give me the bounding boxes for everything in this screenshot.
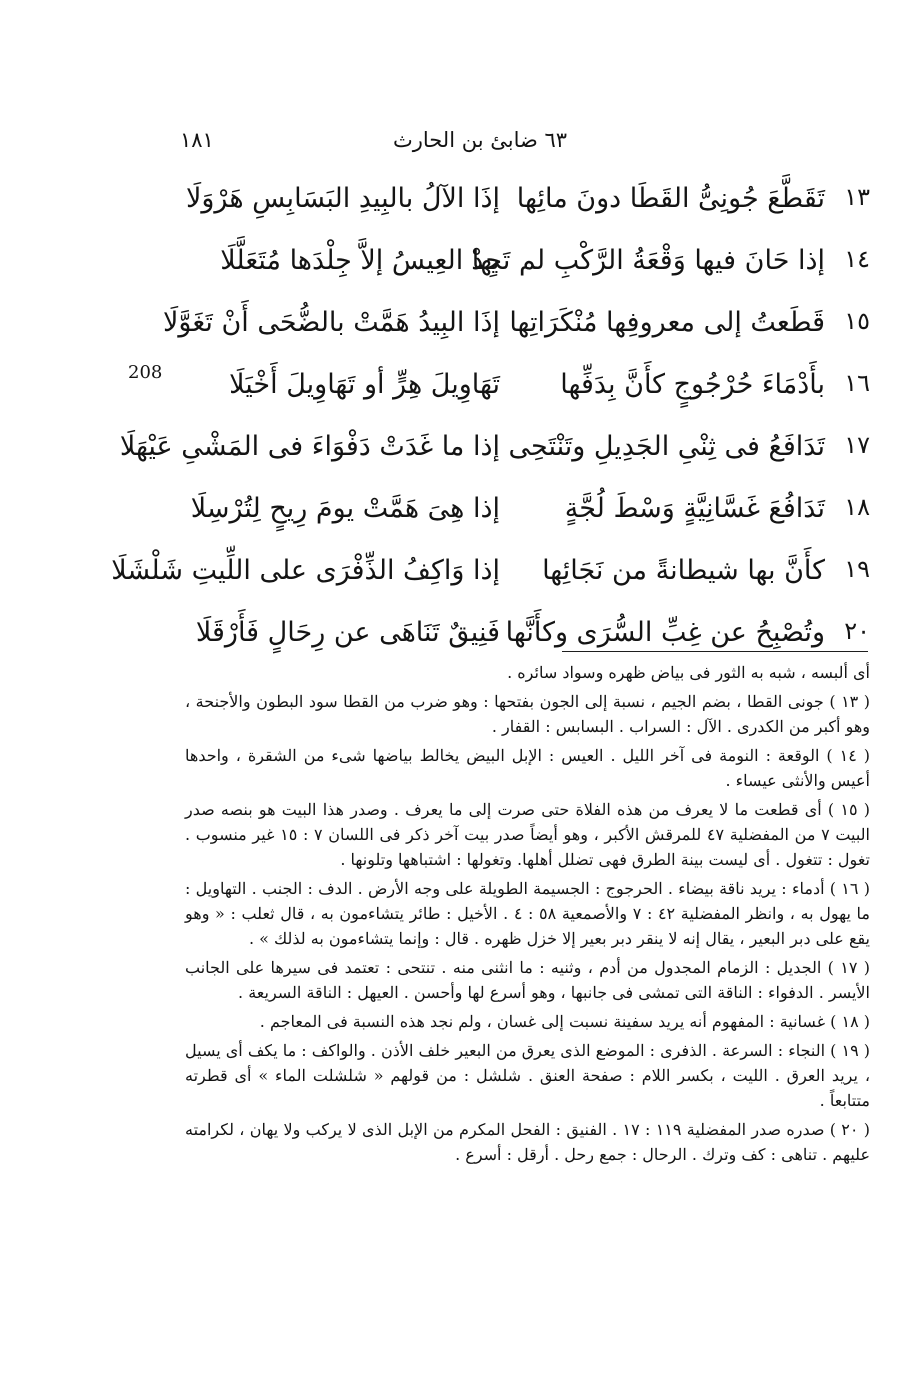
first-hemistich: بأَدْمَاءَ حُرْجُوجٍ كأَنَّ بِدَفِّها [560,369,825,400]
footnotes [185,660,870,1171]
footnote: ( ١٨ ) غسانية : المفهوم أنه يريد سفينة نسبت إلى غسان ، ولم نجد هذه النسبة فى المعاجم . [259,1012,870,1031]
verse [190,237,870,299]
margin-reference-number: 208 [128,362,163,383]
verse-number: ١٥ [844,307,870,335]
footnote: ( ١٦ ) أدماء : يريد ناقة بيضاء . الحرجوج : الجسيمة الطويلة على وجه الأرض . الدف : الجنب . التهاويل : ما يهول به ، وانظر المفضلية ٤٢ : ٧ والأصمعية ٥٨ : ٤ . الأخيل : طائر يتشاءمون به ، قال ثعلب : « وهو يقع على دبر البعير ، يقال إنه لا ينقر دبر بعير إلا خزل ظهره . قال : وإنما يتشاءمون به لذلك » . [185,879,871,948]
second-hemistich: إذَا البِيدُ هَمَّتْ بالضُّحَى أَنْ تَغَوَّلَا [162,307,500,338]
first-hemistich: تَدَافُعَ غَسَّانِيَّةٍ وَسْطَ لُجَّةٍ [564,493,825,524]
footnote: ( ١٣ ) جونى القطا ، بضم الجيم ، نسبة إلى الجون بفتحها : وهو ضرب من القطا سود البطون والأجنحة ، وهو أكبر من الكدرى . الآل : السراب . البسابس : القفار . [185,692,871,736]
footnote: أى ألبسه ، شبه به الثور فى بياض ظهره وسواد سائره . [507,663,870,682]
header-title: ٦٣ ضابئ بن الحارث [392,128,568,152]
first-hemistich: قَطَعتُ إلى معروفِها مُنْكَرَاتِها [509,307,825,338]
first-hemistich: وتُصْبِحُ عن غِبِّ السُّرَى وكأَنَّها [505,617,825,648]
second-hemistich: تَهَاوِيلَ هِرٍّ أو تَهَاوِيلَ أَخْيَلَا [229,369,500,400]
verse [111,547,870,609]
second-hemistich: بها العِيسُ إلاَّ جِلْدَها مُتَعَلَّلَا [220,245,500,276]
verse [190,361,870,423]
page-number: ١٨١ [180,128,214,152]
first-hemistich: تَدَافَعُ فى ثِنْىِ الجَدِيلِ وتَنْتَحِى [508,431,825,462]
footnote: ( ١٥ ) أى قطعت ما لا يعرف من هذه الفلاة حتى صرت إلى ما يعرف . وصدر هذا البيت هو بنصه صدر البيت ٧ من المفضلية ٤٧ للمرقش الأكبر ، وهو أيضاً صدر بيت آخر ذكر فى اللسان ٧ : ١٥ غير منسوب . تغول : تتغول . أى ليست بينة الطرق فهى تضلل أهلها. وتغولها : اشتباهها وتلونها . [185,800,871,869]
second-hemistich: إذا هِىَ هَمَّتْ يومَ رِيحٍ لِتُرْسِلَا [190,493,500,524]
verse-number: ١٦ [844,369,870,397]
first-hemistich: كأَنَّ بها شيطانةً من نَجَائِها [542,555,825,586]
footnote: ( ٢٠ ) صدره صدر المفضلية ١١٩ : ١٧ . الفنيق : الفحل المكرم من الإبل الذى لا يركب ولا يهان ، لكرامته عليهم . تناهى : كف وترك . الرحال : جمع رحل . أرقل : أسرع . [185,1120,871,1164]
second-hemistich: إذا وَاكِفُ الذِّفْرَى على اللِّيتِ شَلْشَلَا [111,555,500,586]
verse-number: ١٨ [844,493,870,521]
verse-number: ١٧ [844,431,870,459]
verse [190,485,870,547]
verse [119,423,870,485]
first-hemistich: تَقَطَّعَ جُونِىُّ القَطَا دونَ مائِها [516,183,825,214]
verse-number: ٢٠ [844,617,870,645]
verse [162,299,870,361]
verse-number: ١٣ [844,183,870,211]
footnote: ( ١٧ ) الجديل : الزمام المجدول من أدم ، وثنيه : ما انثنى منه . تنتحى : تعتمد فى سيرها على الجانب الأيسر . الدفواء : الناقة التى تمشى فى جانبها ، وهو أسرع لها وأحسن . العيهل : الناقة السريعة . [185,958,871,1002]
verse-number: ١٤ [844,245,870,273]
footnote: ( ١٩ ) النجاء : السرعة . الذفرى : الموضع الذى يعرق من البعير خلف الأذن . والواكف : ما يكف أى يسيل ، يريد العرق . الليت ، بكسر اللام : صفحة العنق . شلشل : من قولهم « شلشلت الماء » أى قطرته متتابعاً . [185,1041,871,1110]
second-hemistich: إذا ما غَدَتْ دَفْوَاءَ فى المَشْىِ عَيْهَلَا [119,431,500,462]
verse [185,175,870,237]
footnote: ( ١٤ ) الوقعة : النومة فى آخر الليل . العيس : الإبل البيض يخالط بياضها شىء من الشقرة ، واحدها أعيس والأنثى عيساء . [185,746,871,790]
second-hemistich: إذَا الآلُ بالبِيدِ البَسَابِسِ هَرْوَلَا [185,183,500,214]
second-hemistich: فَنِيقٌ تَنَاهَى عن رِحَالٍ فَأَرْقَلَا [195,617,500,648]
footnote-divider [562,651,868,652]
verse-number: ١٩ [844,555,870,583]
first-hemistich: إذا حَانَ فيها وَقْعَةُ الرَّكْبِ لم تَجِدْ [471,245,825,276]
running-header [180,128,780,160]
